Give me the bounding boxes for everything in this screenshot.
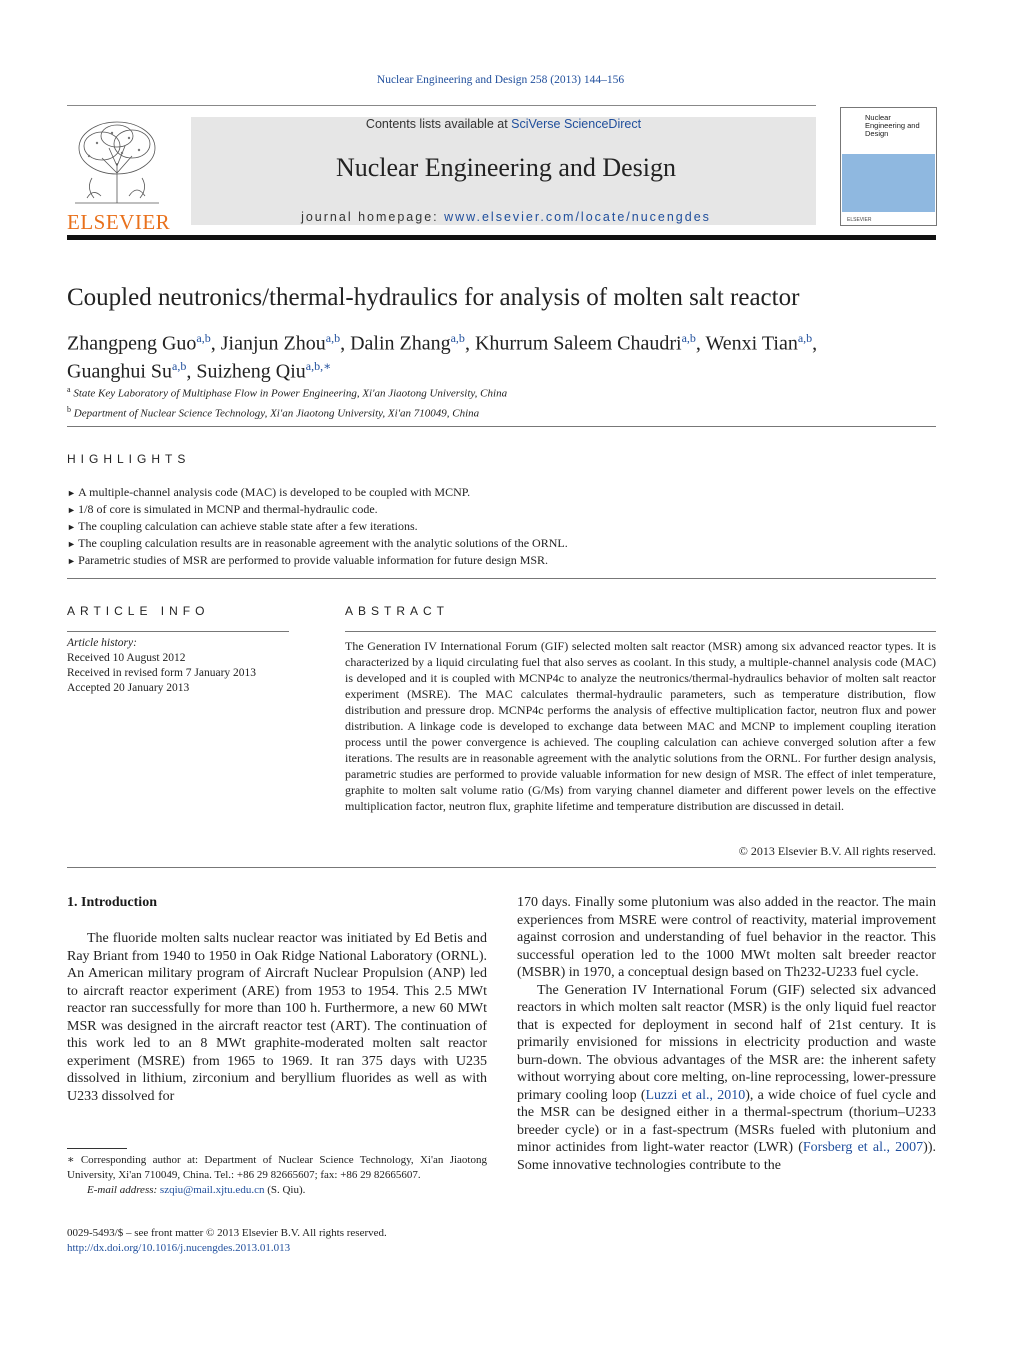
divider xyxy=(67,426,936,427)
cover-publisher: ELSEVIER xyxy=(847,217,872,223)
affiliations xyxy=(67,382,507,421)
author-list: Zhangpeng Guo$^{a,b}$, Jianjun Zhou$^{a,b}$, Dalin Zhang$^{a,b}$, Khurrum Saleem Chaudri$^{a,b}$, Wenxi Tian$^{a,b}$, Guanghui Su$^{a,b}$, Suizheng Qiu$^{a,b,∗}$ xyxy=(67,331,818,383)
homepage-link[interactable]: www.elsevier.com/locate/nucengdes xyxy=(444,210,711,224)
highlight-item: ► A multiple-channel analysis code (MAC) is developed to be coupled with MCNP. xyxy=(67,484,568,501)
article-info-heading: ARTICLE INFO xyxy=(67,604,210,618)
affiliation xyxy=(67,382,507,402)
citation-link[interactable]: Luzzi et al., 2010 xyxy=(645,1087,746,1103)
article-info-rule xyxy=(67,631,289,632)
highlight-item: ► Parametric studies of MSR are performed to provide valuable information for future design MSR. xyxy=(67,552,568,569)
journal-citation[interactable]: Nuclear Engineering and Design 258 (2013) 144–156 xyxy=(376,74,625,86)
elsevier-tree-icon xyxy=(67,118,167,206)
section-heading: 1. Introduction xyxy=(67,895,157,910)
abstract-rule xyxy=(345,631,936,632)
received-date: Received 10 August 2012 xyxy=(67,652,186,664)
history-label: Article history: xyxy=(67,637,137,649)
highlight-item: ► The coupling calculation can achieve stable state after a few iterations. xyxy=(67,518,568,535)
homepage-prefix: journal homepage: xyxy=(301,210,445,224)
author-affil[interactable]: a,b,∗ xyxy=(305,358,332,373)
body-paragraph xyxy=(517,982,936,1175)
highlight-item: ► 1/8 of core is simulated in MCNP and thermal-hydraulic code. xyxy=(67,501,568,518)
email-label: E-mail address: xyxy=(87,1184,160,1196)
author-name[interactable]: Wenxi Tian xyxy=(705,332,798,355)
paragraph-text: The Generation IV International Forum (GIF) selected six advanced reactors in which molten salt reactor (MSR) is the only liquid fuel reactor that is expected for deployment in second half of 21st century. It is primarily envisioned for missions in electricity production and waste burn-down. The obvious advantages of the MSR are: the inherent safety without worrying about core melting, on-line reprocessing, lower-pressure primary cooling loop ( xyxy=(517,982,936,1103)
divider xyxy=(67,578,936,579)
author-name[interactable]: Dalin Zhang xyxy=(350,332,451,355)
author-affil[interactable]: a,b xyxy=(172,358,187,373)
email-line xyxy=(67,1183,487,1198)
doi-link[interactable]: http://dx.doi.org/10.1016/j.nucengdes.2013.01.013 xyxy=(67,1242,291,1254)
left-column xyxy=(67,930,487,1105)
sciencedirect-link[interactable]: SciVerse ScienceDirect xyxy=(511,117,642,131)
author-affil[interactable]: a,b xyxy=(681,331,696,345)
header-divider xyxy=(67,105,816,106)
author-affil[interactable]: a,b xyxy=(450,331,465,345)
author-name[interactable]: Suizheng Qiu xyxy=(196,360,306,383)
abstract-text: The Generation IV International Forum (GIF) selected molten salt reactor (MSR) among six advanced reactor types. It is characterized by a liquid circulating fuel that also serves as coolant. In this study, a multiple-channel analysis code (MAC) is developed and it is coupled with MCNP4c to analyze the neutronics/thermal-hydraulics behavior of molten salt reactor experiment (MSRE). The MAC calculates thermal-hydraulic parameters, such as temperature distribution, flow distribution and pressure drop. MCNP4c performs the analysis of effective multiplication factor, neutron flux and power distribution. A linkage code is developed to exchange data between MAC and MCNP to implement coupling iteration process until the power convergence is achieved. The coupling calculation can achieve converged solution after a few iterations. The results are in reasonable agreement with the analytic solutions from the ORNL. For further design analysis, parametric studies are performed to provide valuable information for new design of MSR. The effect of inlet temperature, graphite to molten salt volume ratio (G/Ms) from varying channel diameter and different power levels on the effective multiplication factor, neutron flux, graphite lifetime and temperature distribution are discussed in detail. xyxy=(345,639,936,813)
body-paragraph: The fluoride molten salts nuclear reactor was initiated by Ed Betis and Ray Briant from 1940 to 1950 in Oak Ridge National Laboratory (ORNL). An American military program of Aircraft Nuclear Propulsion (ANP) led to aircraft reactor experiment (ARE) from 1953 to 1954. This 2.5 MWt reactor ran successfully for more than 100 h. Furthermore, a new 60 MWt MSR was designed in the aircraft reactor test (ART). The continuation of this work led to an 8 MWt graphite-moderated molten salt reactor experiment (MSRE) from 1965 to 1969. It ran 375 days with U235 dissolved in lithium, zirconium and beryllium fluorides as well as with U233 dissolved for xyxy=(67,931,487,1104)
highlight-item: ► The coupling calculation results are in reasonable agreement with the analytic solutions of the ORNL. xyxy=(67,535,568,552)
affiliation-mark: a xyxy=(67,385,71,394)
affiliation xyxy=(67,402,507,422)
affiliation-text: Department of Nuclear Science Technology, Xi'an Jiaotong University, Xi'an 710049, China xyxy=(73,407,480,420)
copyright-notice: © 2013 Elsevier B.V. All rights reserved. xyxy=(738,844,936,858)
homepage-line xyxy=(191,210,821,224)
author-name[interactable]: Jianjun Zhou xyxy=(220,332,326,355)
elsevier-wordmark: ELSEVIER xyxy=(67,210,171,234)
abstract-heading: ABSTRACT xyxy=(345,604,450,618)
contents-line xyxy=(191,117,816,131)
right-column xyxy=(517,894,936,1174)
elsevier-logo[interactable] xyxy=(67,118,171,234)
revised-date: Received in revised form 7 January 2013 xyxy=(67,667,257,679)
journal-title: Nuclear Engineering and Design xyxy=(335,153,677,182)
highlights-heading: HIGHLIGHTS xyxy=(67,452,191,466)
affiliation-text: State Key Laboratory of Multiphase Flow in Power Engineering, Xi'an Jiaotong University, China xyxy=(73,387,508,400)
author-name[interactable]: Khurrum Saleem Chaudri xyxy=(474,332,682,355)
highlights-list xyxy=(67,484,568,569)
author-affil[interactable]: a,b xyxy=(797,331,813,345)
header-thick-rule xyxy=(67,235,936,240)
body-paragraph: 170 days. Finally some plutonium was also added in the reactor. The main experiences from MSRE were control of reactivity, material improvement against corrosion and understanding of fuel behavior in the reactor. This successful operation led to the 1000 MWt molten salt breeder reactor (MSBR) in 1970, a conceptual design based on Th232-U233 fuel cycle. xyxy=(517,895,936,980)
author-affil[interactable]: a,b xyxy=(325,331,341,345)
journal-cover-thumbnail[interactable] xyxy=(840,107,937,226)
accepted-date: Accepted 20 January 2013 xyxy=(67,682,190,694)
citation-link[interactable]: Forsberg et al., 2007 xyxy=(802,1140,924,1155)
article-title: Coupled neutronics/thermal-hydraulics for analysis of molten salt reactor xyxy=(67,284,800,311)
footnotes xyxy=(67,1153,487,1198)
article-history xyxy=(67,636,256,696)
author-affil[interactable]: a,b xyxy=(196,331,211,345)
cover-image xyxy=(842,154,935,212)
front-matter xyxy=(67,1226,387,1256)
journal-banner xyxy=(191,117,816,225)
author-name[interactable]: Zhangpeng Guo xyxy=(67,332,197,355)
email-link[interactable]: szqiu@mail.xjtu.edu.cn xyxy=(159,1184,265,1196)
corresponding-author-note: ∗ Corresponding author at: Department of Nuclear Science Technology, Xi'an Jiaotong University, Xi'an 710049, China. Tel.: +86 29 82665607; fax: +86 29 82665607. xyxy=(67,1154,487,1181)
email-owner: (S. Qiu). xyxy=(264,1184,306,1196)
divider xyxy=(67,867,936,868)
issn-line: 0029-5493/$ – see front matter © 2013 Elsevier B.V. All rights reserved. xyxy=(67,1227,387,1239)
author-name[interactable]: Guanghui Su xyxy=(67,360,172,383)
cover-title: Nuclear Engineering and Design xyxy=(841,108,936,158)
paragraph-text: )). Some innovative technologies contribute to the xyxy=(517,1140,936,1173)
contents-prefix: Contents lists available at xyxy=(365,117,512,131)
affiliation-mark: b xyxy=(67,404,71,414)
footnote-rule xyxy=(67,1148,127,1149)
paragraph-text: ), a wide choice of fuel cycle and the MSR can be designed either in a thermal-spectrum (thorium–U233 breeder cycle) or in a fast-spectrum (MSRs fueled with plutonium and minor actinides from light-water reactor (LWR) ( xyxy=(517,1087,936,1155)
